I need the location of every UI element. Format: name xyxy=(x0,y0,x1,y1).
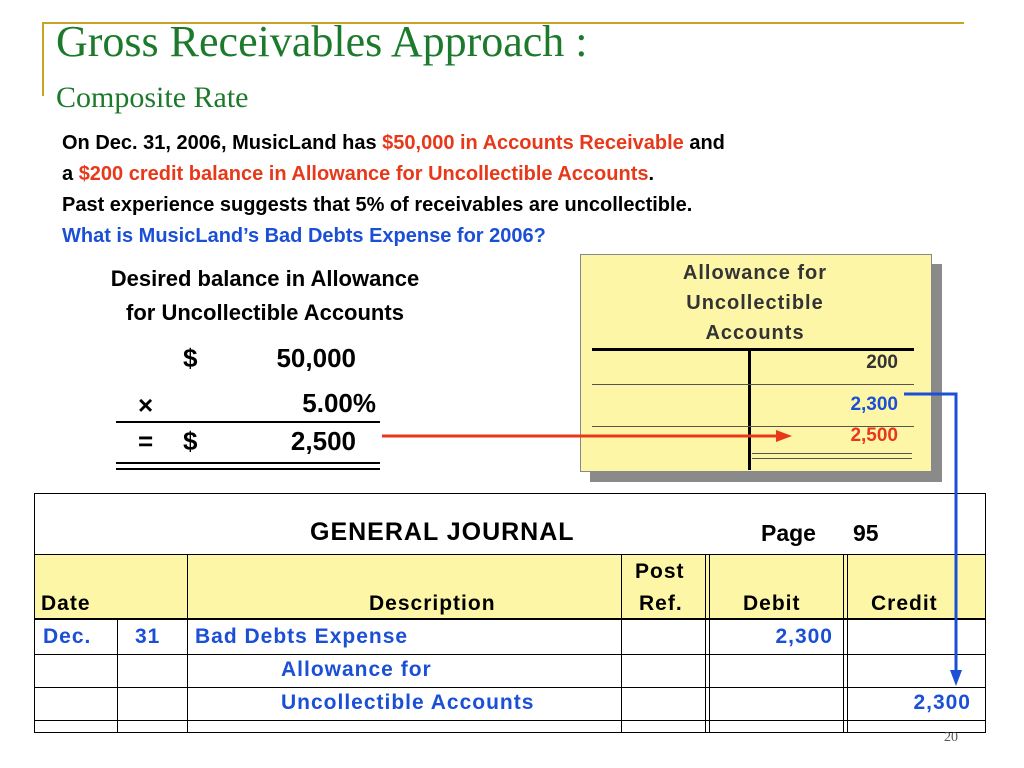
calc-receivables: 50,000 xyxy=(276,343,356,373)
allowance-highlight: $200 credit balance in Allowance for Uncollectible Accounts xyxy=(78,163,649,185)
journal-header-credit: Credit xyxy=(871,592,938,615)
journal-row-1-description: Bad Debts Expense xyxy=(195,625,409,648)
t-account-beginning-credit: 200 xyxy=(866,352,898,373)
journal-row-1-debit: 2,300 xyxy=(775,625,833,648)
calc-result: 2,500 xyxy=(290,426,356,456)
calc-dollar-sign: $ xyxy=(183,343,198,373)
slide-subtitle: Composite Rate xyxy=(56,81,249,114)
journal-title: GENERAL JOURNAL xyxy=(310,518,575,546)
intro-line-1 xyxy=(62,128,725,159)
calc-times-sign: × xyxy=(138,390,154,420)
journal-header-description: Description xyxy=(369,592,496,615)
intro-question: What is MusicLand’s Bad Debts Expense for 2006? xyxy=(62,225,546,247)
receivables-highlight: $50,000 in Accounts Receivable xyxy=(382,132,684,154)
calc-double-underline-1 xyxy=(116,462,380,464)
intro-line-1-start: On Dec. 31, 2006, MusicLand has xyxy=(62,132,383,154)
journal-row-1-day: 31 xyxy=(135,625,161,648)
calc-result-dollar: $ xyxy=(183,426,198,456)
journal-header-post: Post xyxy=(635,560,685,583)
t-account-vertical-line xyxy=(748,348,751,470)
desired-heading-line-2: for Uncollectible Accounts xyxy=(126,300,404,325)
calc-double-underline-2 xyxy=(116,468,380,470)
desired-balance-heading xyxy=(60,262,470,330)
intro-line-2-end: . xyxy=(648,163,655,185)
intro-line-2-start: a xyxy=(62,163,79,185)
t-account-title-line-1: Allowance for xyxy=(682,262,828,284)
intro-line-3: Past experience suggests that 5% of receivables are uncollectible. xyxy=(62,194,693,216)
slide-page-number: 20 xyxy=(944,730,958,745)
t-account-title-line-2: Uncollectible xyxy=(686,292,824,314)
journal-header-debit: Debit xyxy=(743,592,801,615)
journal-page-label: Page xyxy=(761,520,816,546)
general-journal xyxy=(34,493,986,733)
t-account-balance-rule-2 xyxy=(752,458,912,459)
journal-col-ref-divider-a xyxy=(705,554,706,733)
journal-col-date-divider xyxy=(187,554,188,733)
intro-line-1-end: and xyxy=(683,132,725,154)
t-account-title-line-3: Accounts xyxy=(705,322,805,344)
journal-col-ref-divider-b xyxy=(709,554,710,733)
journal-row-3-description: Uncollectible Accounts xyxy=(281,691,535,714)
journal-col-debit-divider-a xyxy=(843,554,844,733)
calc-rate: 5.00% xyxy=(302,388,376,418)
frame-left-line xyxy=(42,22,44,96)
journal-col-desc-divider xyxy=(621,554,622,733)
journal-row-1-month: Dec. xyxy=(43,625,92,648)
t-account-rule-1 xyxy=(592,384,914,385)
t-account-ending-balance: 2,500 xyxy=(850,425,898,446)
journal-col-day-divider xyxy=(117,620,118,733)
t-account-title xyxy=(580,258,930,348)
intro-line-2 xyxy=(62,159,725,190)
calc-equals-sign: = xyxy=(138,426,154,456)
journal-row-3-credit: 2,300 xyxy=(913,691,971,714)
journal-page-number: 95 xyxy=(853,520,879,546)
journal-row-2-description: Allowance for xyxy=(281,658,432,681)
calc-underline xyxy=(116,421,380,423)
slide-title: Gross Receivables Approach : xyxy=(56,17,588,66)
t-account-balance-rule-1 xyxy=(752,453,912,454)
t-account-adjustment-credit: 2,300 xyxy=(850,394,898,415)
journal-col-debit-divider-b xyxy=(847,554,848,733)
intro-text xyxy=(62,128,725,252)
journal-header-date: Date xyxy=(41,592,91,615)
journal-header-ref: Ref. xyxy=(639,592,683,615)
desired-heading-line-1: Desired balance in Allowance xyxy=(110,266,420,291)
t-account-horizontal-line xyxy=(592,348,914,351)
